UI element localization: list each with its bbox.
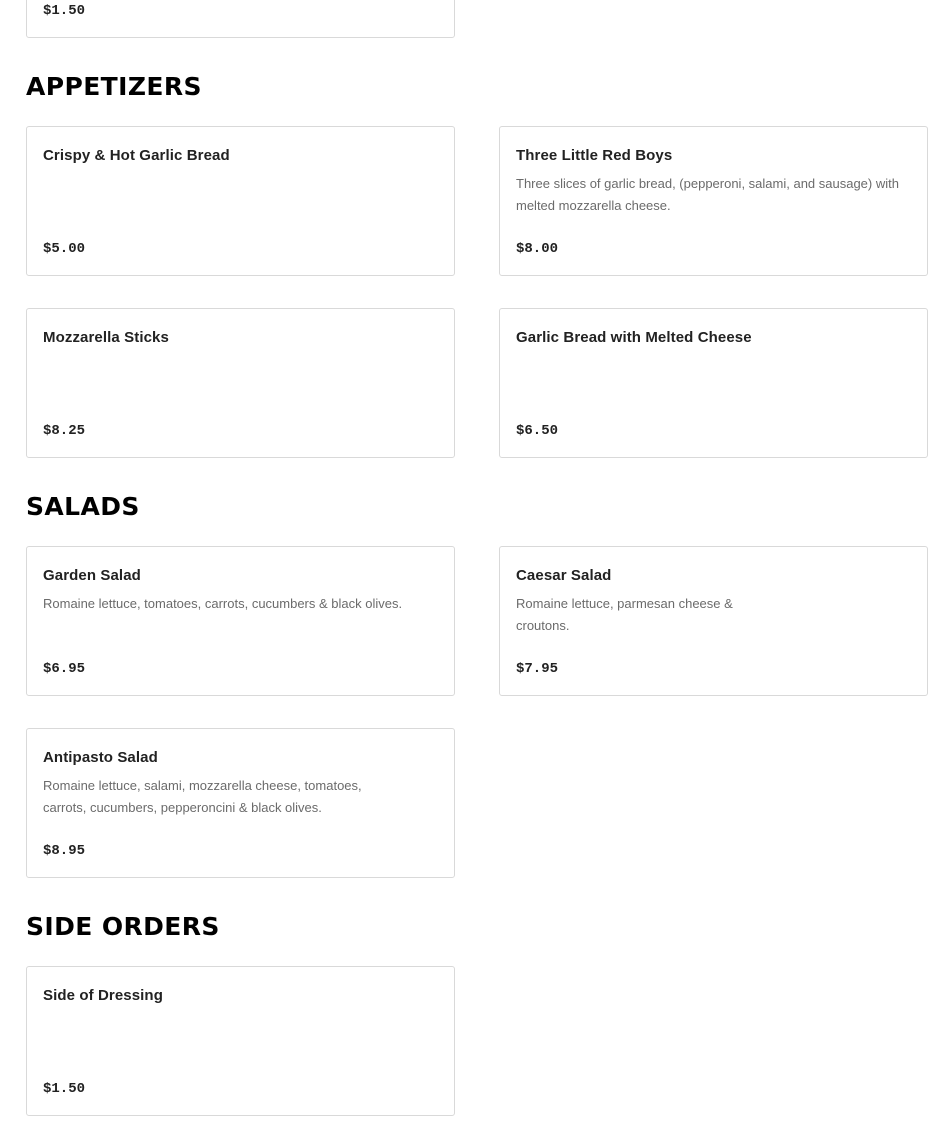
menu-item-description: Romaine lettuce, salami, mozzarella cheese, tomatoes, carrots, cucumbers, pepperoncini & black olives. — [43, 778, 362, 815]
menu-item-name: Antipasto Salad — [43, 749, 158, 766]
menu-item-name: Garden Salad — [43, 567, 141, 584]
menu-item-price: $8.25 — [43, 423, 86, 439]
menu-item-description: Romaine lettuce, tomatoes, carrots, cucumbers & black olives. — [43, 596, 403, 611]
menu-item-name: Side of Dressing — [43, 987, 163, 1004]
menu-item-name: Caesar Salad — [516, 567, 612, 584]
menu-item-price: $1.50 — [43, 3, 86, 19]
section-title-side-orders: SIDE ORDERS — [26, 912, 220, 941]
menu-item-price: $1.50 — [43, 1081, 86, 1097]
menu-item-price: $5.00 — [43, 241, 86, 257]
menu-item-name: Crispy & Hot Garlic Bread — [43, 147, 230, 164]
menu-item-name: Garlic Bread with Melted Cheese — [516, 329, 752, 346]
menu-item-price: $7.95 — [516, 661, 559, 677]
menu-item-price: $6.95 — [43, 661, 86, 677]
menu-item-card[interactable] — [26, 728, 455, 878]
menu-item-name: Three Little Red Boys — [516, 147, 673, 164]
menu-item-card[interactable] — [26, 0, 455, 38]
menu-item-card[interactable] — [499, 308, 928, 458]
menu-item-card[interactable] — [26, 126, 455, 276]
section-title-appetizers: APPETIZERS — [26, 72, 202, 101]
section-title-salads: SALADS — [26, 492, 140, 521]
menu-item-price: $6.50 — [516, 423, 559, 439]
menu-item-description: Three slices of garlic bread, (pepperoni, salami, and sausage) with melted mozzarella cheese. — [516, 176, 899, 213]
menu-item-price: $8.00 — [516, 241, 559, 257]
menu-item-description: Romaine lettuce, parmesan cheese & croutons. — [516, 596, 733, 633]
menu-item-card[interactable] — [26, 308, 455, 458]
menu-item-card[interactable] — [26, 546, 455, 696]
menu-item-card[interactable] — [499, 126, 928, 276]
menu-item-price: $8.95 — [43, 843, 86, 859]
menu-item-name: Mozzarella Sticks — [43, 329, 169, 346]
menu-item-card[interactable] — [26, 966, 455, 1116]
menu-item-card[interactable] — [499, 546, 928, 696]
